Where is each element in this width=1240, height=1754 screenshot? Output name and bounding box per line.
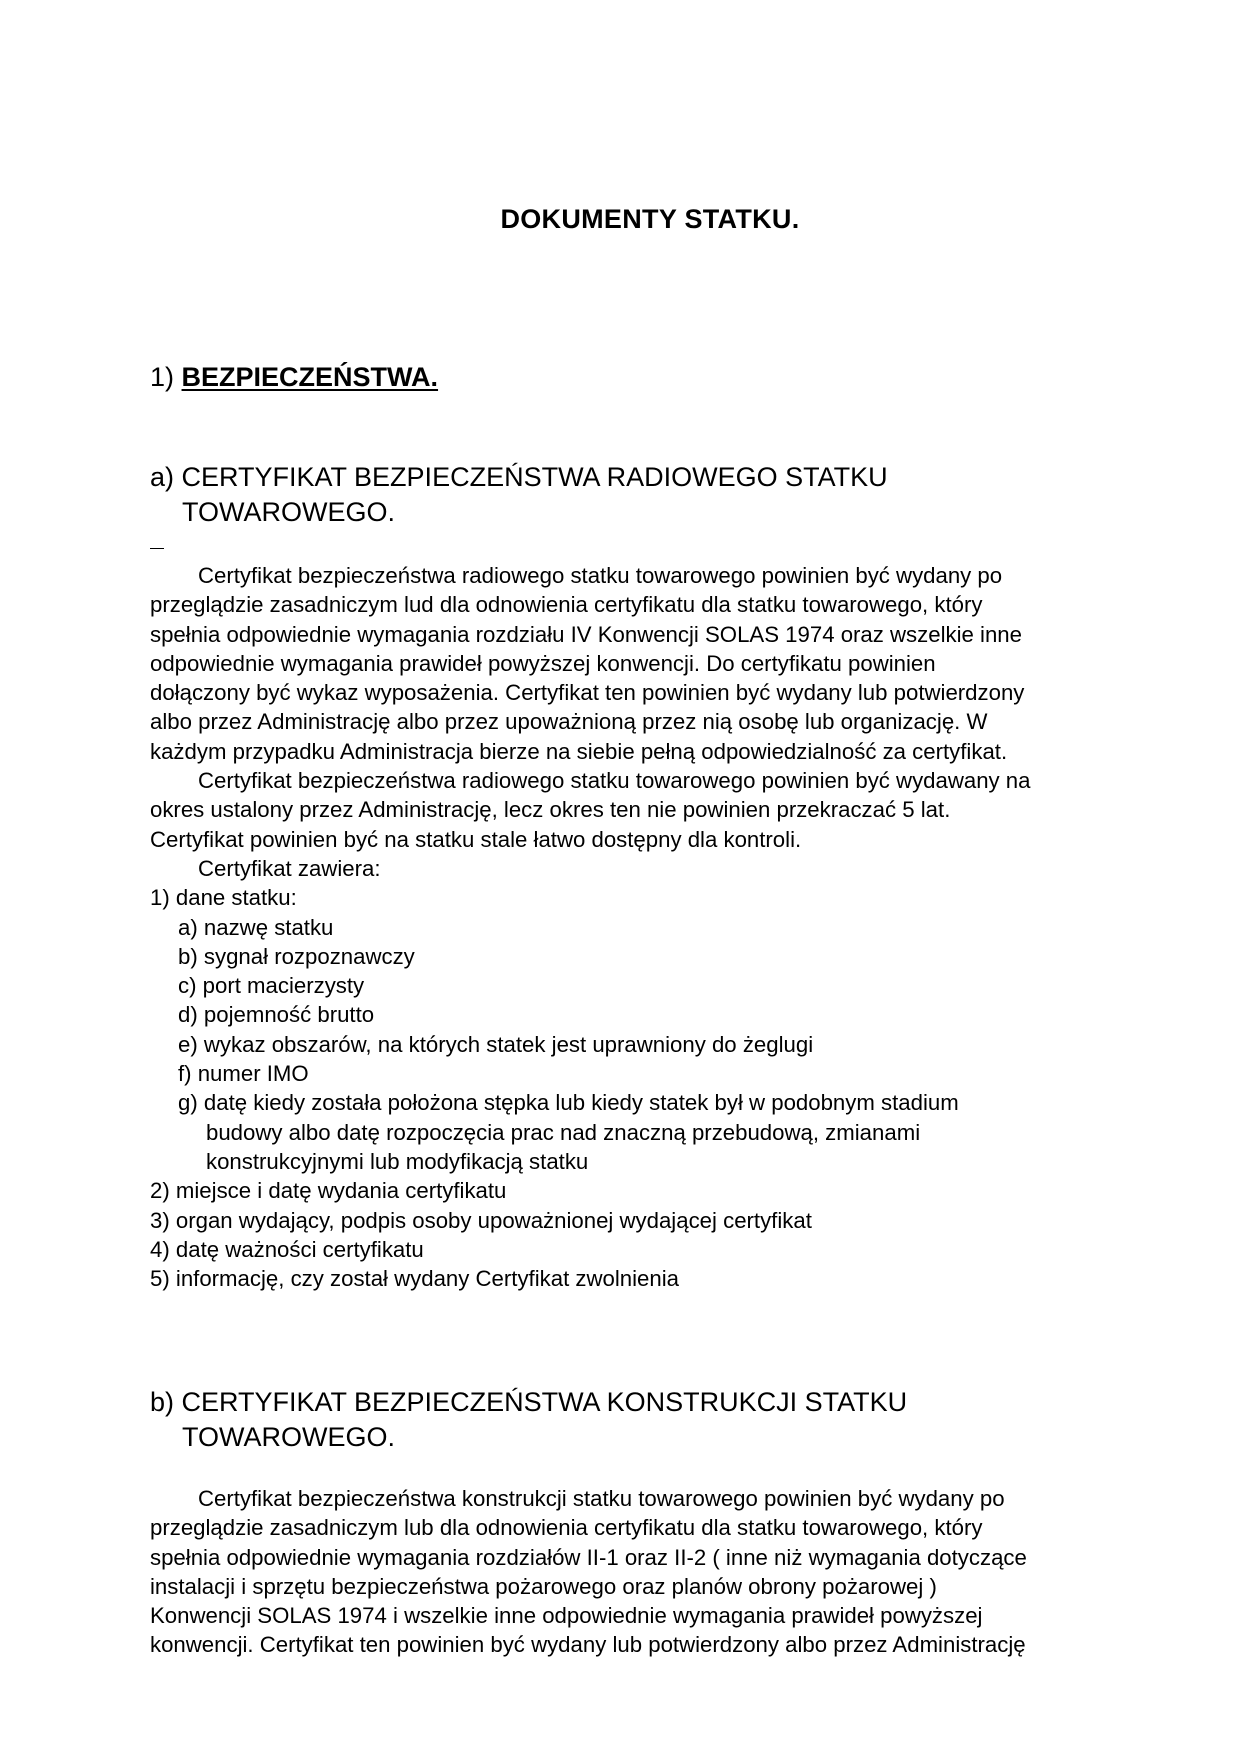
list-item: b) sygnał rozpoznawczy — [178, 943, 415, 969]
paragraph-line: Certyfikat bezpieczeństwa radiowego statku towarowego powinien być wydany po — [198, 563, 1003, 588]
paragraph-line: przeglądzie zasadniczym lud dla odnowienia certyfikatu dla statku towarowego, który — [150, 592, 983, 618]
list-item: c) port macierzysty — [178, 973, 365, 999]
list-item: a) nazwę statku — [178, 914, 334, 940]
paragraph-line: Certyfikat bezpieczeństwa konstrukcji statku towarowego powinien być wydany po — [198, 1486, 1005, 1511]
subsection-a-heading — [150, 460, 888, 530]
paragraph-line: spełnia odpowiednie wymagania rozdziału IV Konwencji SOLAS 1974 oraz wszelkie inne — [150, 621, 1022, 647]
paragraph-line: spełnia odpowiednie wymagania rozdziałów II-1 oraz II-2 ( inne niż wymagania dotyczące — [150, 1544, 1027, 1570]
list-item: 3) organ wydający, podpis osoby upoważnionej wydającej certyfikat — [150, 1207, 812, 1233]
subsection-b-heading-line2: TOWAROWEGO. — [182, 1422, 395, 1452]
dash-mark — [150, 548, 164, 549]
list-item: e) wykaz obszarów, na których statek jest uprawniony do żeglugi — [178, 1031, 814, 1057]
subsection-b-heading — [150, 1385, 907, 1455]
section-heading — [150, 362, 438, 393]
subsection-a-heading-line1: a) CERTYFIKAT BEZPIECZEŃSTWA RADIOWEGO STATKU — [150, 462, 888, 492]
list-item: 4) datę ważności certyfikatu — [150, 1236, 424, 1262]
document-title: DOKUMENTY STATKU. — [500, 204, 800, 234]
list-item: 1) dane statku: — [150, 885, 297, 911]
paragraph-line: Certyfikat zawiera: — [198, 855, 381, 881]
subsection-b-heading-line1: b) CERTYFIKAT BEZPIECZEŃSTWA KONSTRUKCJI STATKU — [150, 1387, 908, 1417]
paragraph-line: Certyfikat bezpieczeństwa radiowego statku towarowego powinien być wydawany na — [198, 768, 1031, 794]
list-item-continuation: konstrukcyjnymi lub modyfikacją statku — [206, 1148, 589, 1174]
subsection-a-heading-line2: TOWAROWEGO. — [182, 497, 395, 527]
paragraph-line: instalacji i sprzętu bezpieczeństwa pożarowego oraz planów obrony pożarowej ) — [150, 1573, 937, 1599]
paragraph-line: odpowiednie wymagania prawideł powyższej konwencji. Do certyfikatu powinien — [150, 650, 936, 676]
list-item: f) numer IMO — [178, 1061, 309, 1087]
paragraph-line: konwencji. Certyfikat ten powinien być wydany lub potwierdzony albo przez Administrację — [150, 1632, 1026, 1658]
list-item: d) pojemność brutto — [178, 1002, 375, 1028]
section-title: BEZPIECZEŃSTWA. — [181, 362, 439, 392]
list-item: 2) miejsce i datę wydania certyfikatu — [150, 1178, 507, 1204]
paragraph-line: przeglądzie zasadniczym lub dla odnowienia certyfikatu dla statku towarowego, który — [150, 1515, 983, 1541]
paragraph-line: albo przez Administrację albo przez upoważnioną przez nią osobę lub organizację. W — [150, 709, 988, 735]
paragraph-line: dołączony być wykaz wyposażenia. Certyfikat ten powinien być wydany lub potwierdzony — [150, 680, 1025, 706]
list-item: 5) informację, czy został wydany Certyfikat zwolnienia — [150, 1266, 680, 1292]
section-number: 1) — [150, 362, 175, 392]
paragraph-line: Konwencji SOLAS 1974 i wszelkie inne odpowiednie wymagania prawideł powyższej — [150, 1603, 983, 1629]
list-item-continuation: budowy albo datę rozpoczęcia prac nad znaczną przebudową, zmianami — [206, 1119, 921, 1145]
paragraph-line: każdym przypadku Administracja bierze na siebie pełną odpowiedzialność za certyfikat. — [150, 738, 1008, 764]
list-item: g) datę kiedy została położona stępka lub kiedy statek był w podobnym stadium — [178, 1090, 959, 1116]
subsection-a-body — [150, 561, 1140, 1293]
paragraph-line: Certyfikat powinien być na statku stale łatwo dostępny dla kontroli. — [150, 826, 802, 852]
paragraph-line: okres ustalony przez Administrację, lecz okres ten nie powinien przekraczać 5 lat. — [150, 797, 951, 823]
subsection-b-body — [150, 1484, 1140, 1660]
